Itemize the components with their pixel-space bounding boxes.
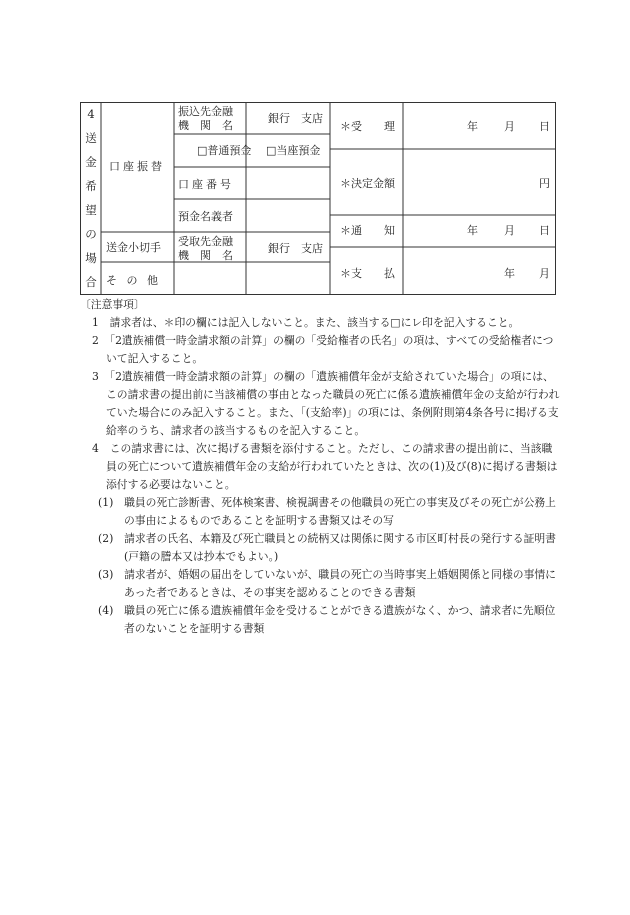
shiharai-tsuki: 月 bbox=[539, 267, 550, 280]
note-item-3: 3 「2遺族補償一時金請求額の計算」の欄の「遺族補償年金が支給されていた場合」の項には、この請求書の提出前に当該補償の事由となった職員の死亡に係る遺族補償年金の支給が行われていた場合にのみ記入すること。また、「(支給率)」の項には、条例附則第4条各号に掲げる支給率のうち、請求者の該当するものを記入すること。 bbox=[92, 370, 560, 437]
juri-nen: 年 bbox=[467, 120, 478, 133]
furikomi-label-1: 振込先金融 bbox=[178, 105, 233, 118]
tsuchi-label: ＊通 知 bbox=[340, 224, 395, 237]
bank-branch-label: 銀行 支店 bbox=[268, 112, 323, 125]
koza-bango-label: 口座番号 bbox=[178, 178, 234, 191]
sonota-label: そ の 他 bbox=[106, 274, 161, 287]
yokin-meigi-label: 預金名義者 bbox=[178, 210, 233, 223]
juri-label: ＊受 理 bbox=[340, 120, 395, 133]
bank-branch-label-2: 銀行 支店 bbox=[268, 242, 323, 255]
juri-hi: 日 bbox=[539, 120, 550, 133]
soukin-kogitte-label: 送金小切手 bbox=[106, 241, 161, 254]
tsuchi-nen: 年 bbox=[467, 224, 478, 237]
notes-heading: 〔注意事項〕 bbox=[80, 298, 145, 311]
furikomi-label-2: 機 関 名 bbox=[178, 119, 233, 132]
sonota-field[interactable] bbox=[178, 267, 328, 289]
yokin-meigi-field[interactable] bbox=[250, 202, 328, 228]
uketori-label-1: 受取先金融 bbox=[178, 235, 233, 248]
touza-checkbox[interactable]: □当座預金 bbox=[266, 144, 321, 157]
note-sub-3: (3) 請求者が、婚姻の届出をしていないが、職員の死亡の当時事実上婚姻関係と同様の事情にあった者であるときは、その事実を認めることのできる書類 bbox=[98, 568, 556, 599]
remittance-form-table bbox=[80, 102, 556, 295]
note-item-4: 4 この請求書には、次に掲げる書類を添付すること。ただし、この請求書の提出前に、当該職員の死亡について遺族補償年金の支給が行われていたときは、次の(1)及び(8)に掲げる書類は添付する必要はないこと。 bbox=[92, 442, 558, 491]
shiharai-nen: 年 bbox=[504, 267, 515, 280]
shiharai-label: ＊支 払 bbox=[340, 267, 395, 280]
tsuchi-hi: 日 bbox=[539, 224, 550, 237]
koza-bango-field[interactable] bbox=[250, 170, 328, 196]
juri-tsuki: 月 bbox=[504, 120, 515, 133]
koza-furikae-label: 口座振替 bbox=[109, 160, 165, 173]
uketori-label-2: 機 関 名 bbox=[178, 249, 233, 262]
note-sub-1: (1) 職員の死亡診断書、死体検案書、検視調書その他職員の死亡の事実及びその死亡が公務上の事由によるものであることを証明する書類又はその写 bbox=[98, 496, 556, 527]
note-item-1: 1 請求者は、＊印の欄には記入しないこと。また、該当する□にレ印を記入すること。 bbox=[92, 316, 520, 329]
kettei-label: ＊決定金額 bbox=[340, 177, 395, 190]
tsuchi-tsuki: 月 bbox=[504, 224, 515, 237]
notes-section bbox=[80, 296, 560, 638]
note-item-2: 2 「2遺族補償一時金請求額の計算」の欄の「受給権者の氏名」の項は、すべての受給権者について記入すること。 bbox=[92, 334, 554, 365]
section-vertical-label: 4 送 金 希 望 の 場 合 bbox=[85, 107, 97, 289]
yen-label: 円 bbox=[539, 177, 550, 190]
note-sub-4: (4) 職員の死亡に係る遺族補償年金を受けることができる遺族がなく、かつ、請求者に先順位者のないことを証明する書類 bbox=[98, 604, 556, 635]
note-sub-2: (2) 請求者の氏名、本籍及び死亡職員との続柄又は関係に関する市区町村長の発行する証明書(戸籍の謄本又は抄本でもよい。) bbox=[98, 532, 556, 563]
futsu-checkbox[interactable]: □普通預金 bbox=[197, 144, 252, 157]
